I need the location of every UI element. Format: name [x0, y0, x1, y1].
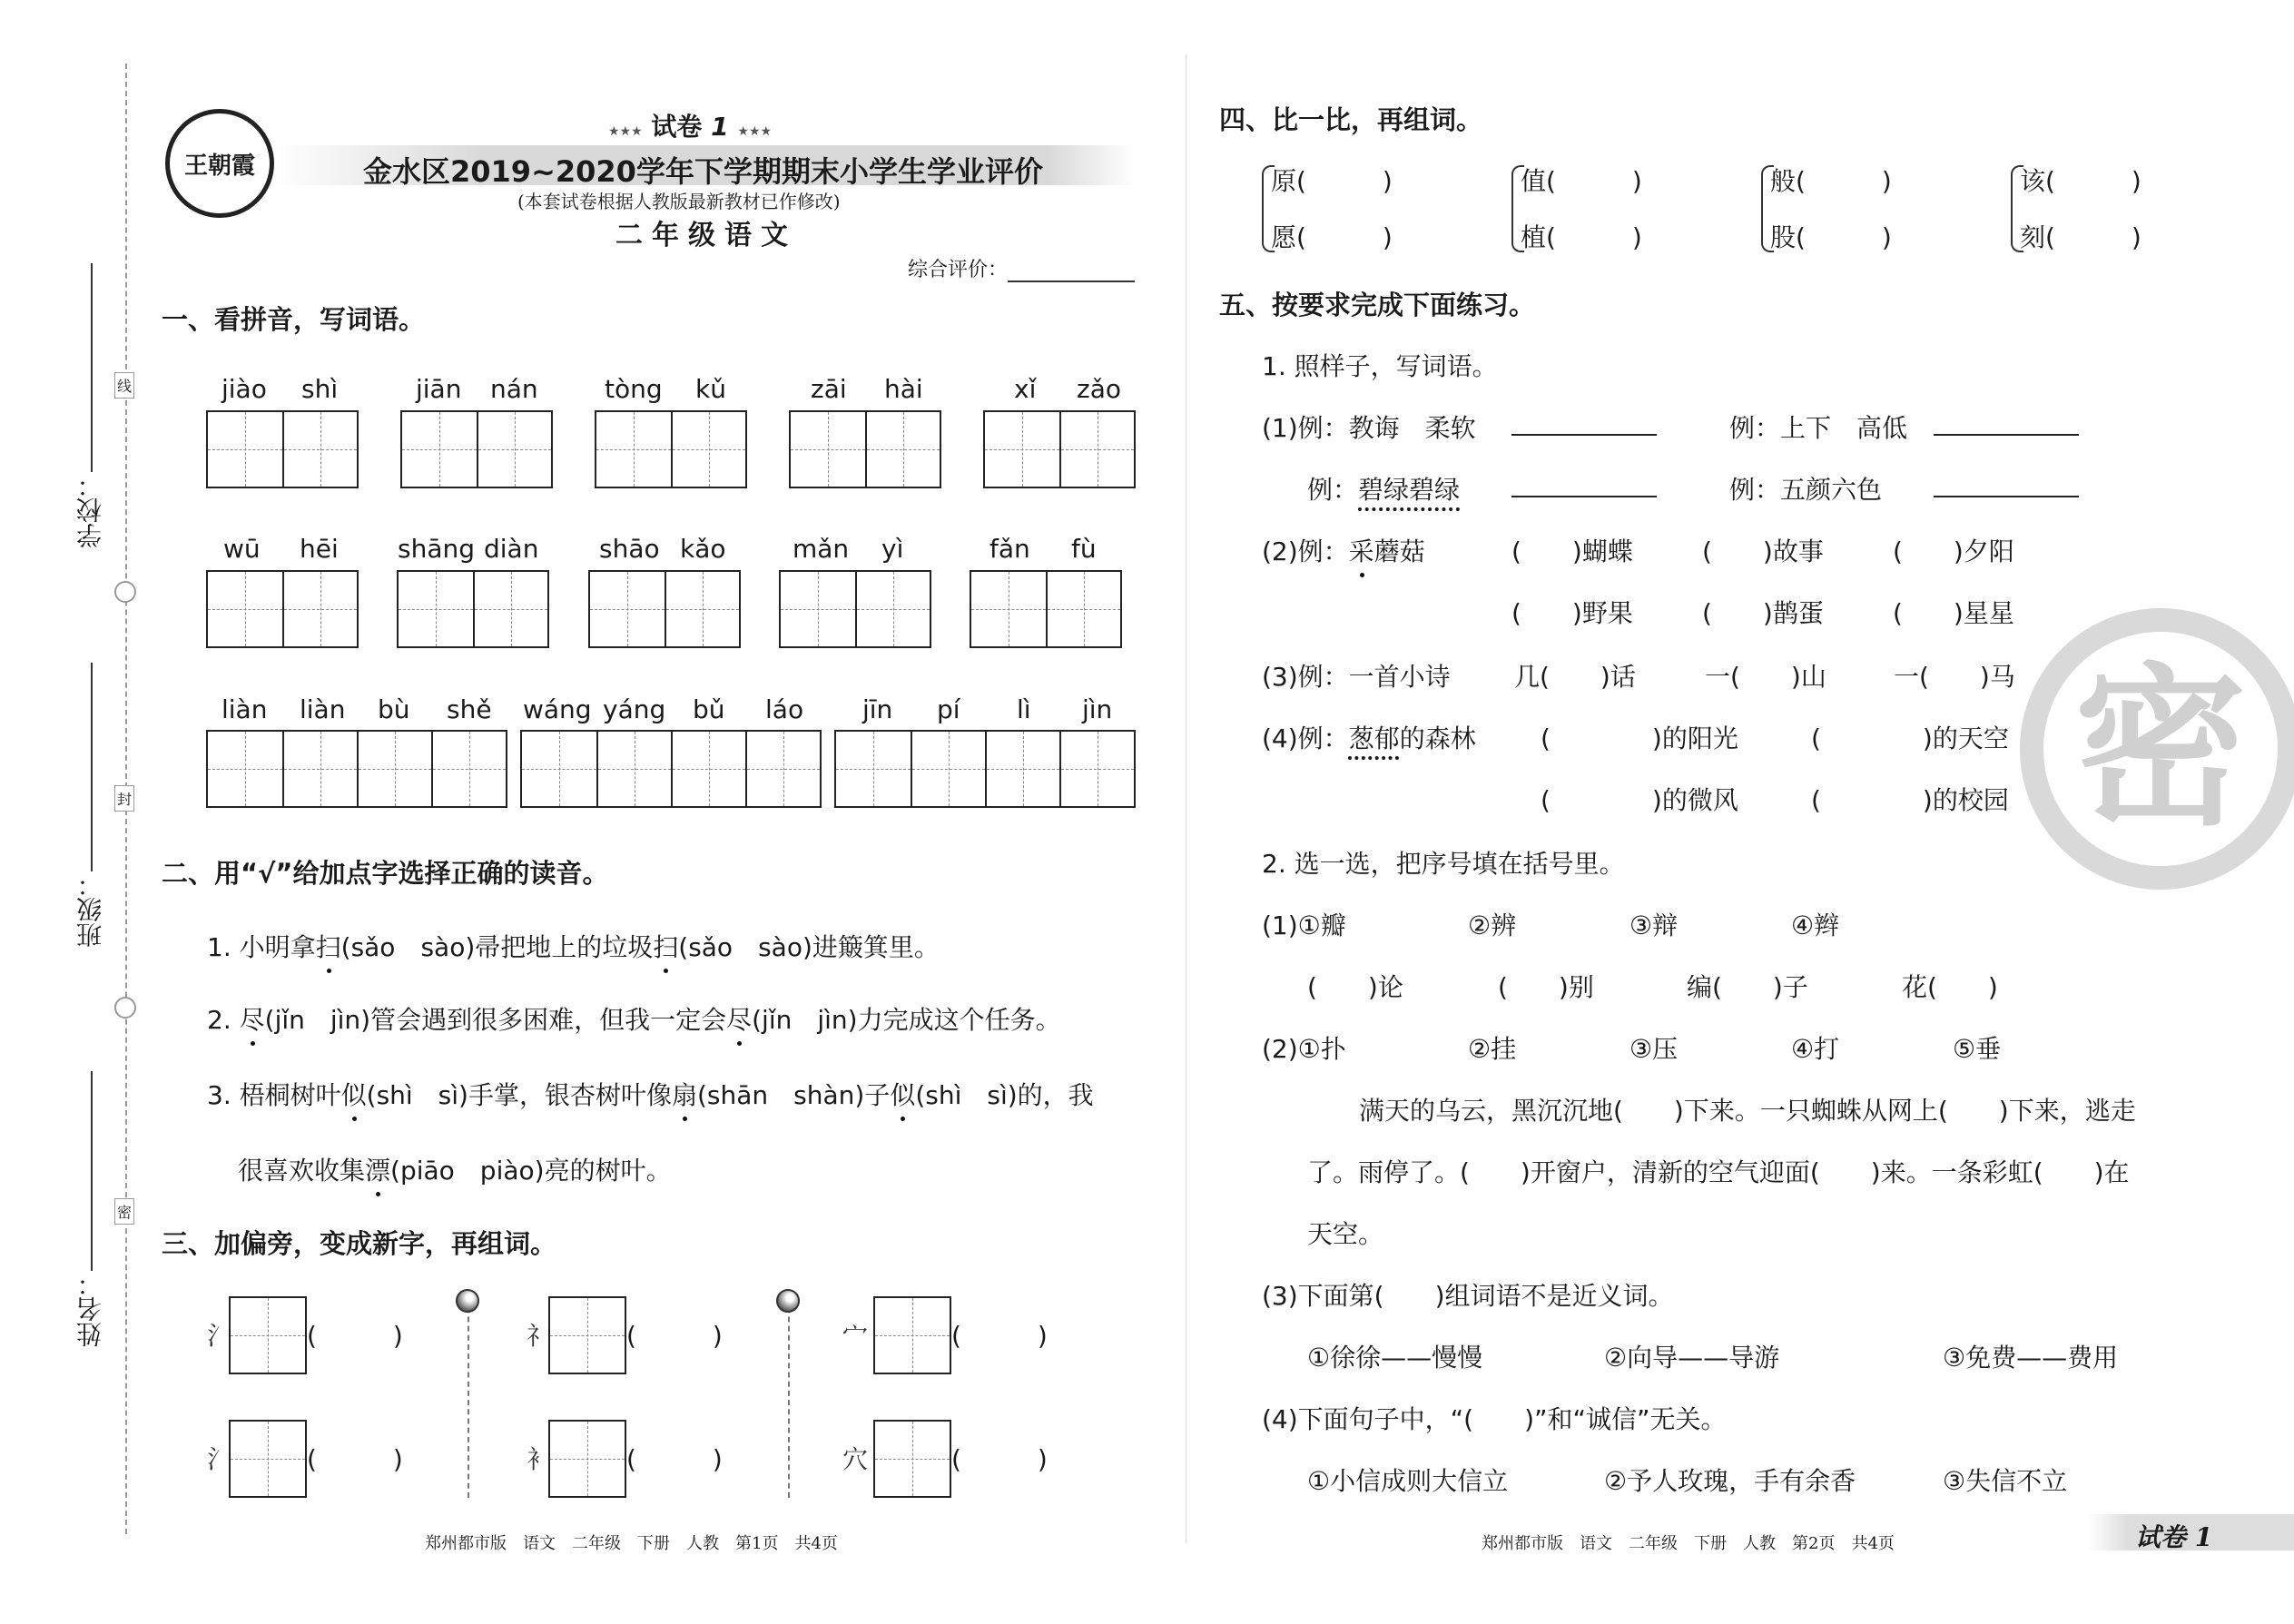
q3-title: 三、加偏旁，变成新字，再组词。	[162, 1228, 557, 1259]
q4-title: 四、比一比，再组词。	[1219, 104, 1483, 135]
choice-option: ②予人玫瑰，手有余香	[1604, 1466, 1856, 1496]
example-1b: 例：上下 高低	[1729, 413, 1908, 443]
pinyin: jiào	[222, 374, 267, 404]
fill-item[interactable]: ( )的微风	[1541, 785, 1738, 815]
pinyin: kǔ	[695, 374, 726, 404]
pinyin: lì	[1017, 694, 1031, 724]
seal-mark-xian: 线	[114, 372, 134, 399]
choice-option: ④辫	[1791, 910, 1840, 940]
subject-title: 二年级语文	[615, 220, 797, 251]
q1-title: 一、看拼音，写词语。	[162, 304, 426, 335]
pinyin: hài	[884, 374, 923, 404]
fill-item[interactable]: ( )别	[1498, 972, 1594, 1002]
pinyin: láo	[765, 694, 804, 724]
pinyin: bǔ	[693, 694, 725, 724]
writing-grid[interactable]	[520, 730, 822, 808]
q5-part1: 1. 照样子，写词语。	[1262, 351, 1498, 381]
choice-option: ③辩	[1629, 910, 1679, 940]
pinyin: pí	[937, 694, 960, 724]
pinyin: shě	[447, 694, 492, 724]
logo-text: 王朝霞	[183, 152, 255, 180]
class-label: 班级：	[75, 871, 105, 948]
pin-icon	[776, 1289, 800, 1313]
writing-grid[interactable]	[206, 410, 359, 488]
fill-item[interactable]: ( )故事	[1702, 536, 1824, 566]
cut-line	[468, 1298, 469, 1498]
pinyin: yáng	[603, 694, 666, 724]
stars-right: ★★★	[737, 124, 773, 139]
pinyin: tòng	[605, 374, 663, 404]
fill-item[interactable]: ( )蝴蝶	[1511, 536, 1633, 566]
fill-item[interactable]: 一( )马	[1894, 662, 2015, 692]
pinyin: zǎo	[1077, 374, 1121, 404]
writing-grid[interactable]	[229, 1420, 307, 1498]
q5-part2: 2. 选一选，把序号填在括号里。	[1262, 849, 1625, 879]
pinyin: kǎo	[680, 534, 726, 564]
example-1c: 例：碧绿碧绿	[1307, 475, 1461, 505]
word-paren[interactable]: ( )	[951, 1444, 1048, 1474]
score-field[interactable]	[1008, 262, 1135, 282]
pinyin: liàn	[222, 694, 268, 724]
writing-grid[interactable]	[400, 410, 553, 488]
exam-note: (本套试卷根据人教版最新教材已作修改)	[517, 191, 841, 212]
compare-word[interactable]: 刻( )	[2020, 222, 2141, 252]
choice-option: (2)①扑	[1262, 1034, 1346, 1064]
fill-item[interactable]: 编( )子	[1687, 972, 1808, 1002]
q2-sentence-3: 3. 梧桐树叶似(shì sì)手掌，银杏树叶像扇(shān shàn)子似(shì sì)的，我	[207, 1076, 1094, 1112]
pinyin: yì	[881, 534, 904, 564]
q2-title: 二、用“√”给加点字选择正确的读音。	[162, 858, 609, 889]
writing-grid[interactable]	[206, 570, 359, 648]
fill-item[interactable]: ( )论	[1307, 972, 1403, 1002]
choice-option: ③失信不立	[1943, 1466, 2068, 1496]
q2-sentence-1: 1. 小明拿扫(sǎo sào)帚把地上的垃圾扫(sǎo sào)进簸箕里。	[207, 928, 940, 964]
pinyin: diàn	[484, 534, 539, 564]
name-label: 姓名：	[75, 1271, 105, 1347]
fill-item[interactable]: ( )星星	[1893, 598, 2014, 628]
writing-grid[interactable]	[206, 730, 507, 808]
secret-seal-watermark: 密	[2020, 608, 2294, 890]
radical: 礻	[527, 1321, 553, 1351]
choice-option: ④打	[1791, 1034, 1840, 1064]
pinyin: nán	[490, 374, 538, 404]
scissors-icon	[114, 581, 136, 603]
pinyin: jìn	[1082, 694, 1113, 724]
example-3: (3)例：一首小诗	[1262, 662, 1451, 692]
question-3: (3)下面第( )组词语不是近义词。	[1262, 1281, 1674, 1311]
writing-grid[interactable]	[595, 410, 747, 488]
compare-word[interactable]: 该( )	[2020, 166, 2141, 196]
writing-grid[interactable]	[779, 570, 931, 648]
answer-line[interactable]	[1934, 434, 2079, 436]
pinyin: shì	[301, 374, 339, 404]
score-label: 综合评价：	[908, 254, 1135, 282]
radical: 氵	[207, 1444, 233, 1474]
pinyin: wū	[223, 534, 261, 564]
pinyin: jiān	[416, 374, 462, 404]
exam-title: 金水区2019~2020学年下学期期末小学生学业评价	[363, 154, 1043, 189]
footer-badge: 试卷 1	[2135, 1522, 2213, 1552]
fill-item[interactable]: ( )夕阳	[1893, 536, 2014, 566]
pinyin: fù	[1071, 534, 1097, 564]
writing-grid[interactable]	[229, 1296, 307, 1374]
radical: 穴	[842, 1444, 869, 1474]
q2-sentence-2: 2. 尽(jǐn jìn)管会遇到很多困难，但我一定会尽(jǐn jìn)力完成这个任务。	[207, 1000, 1061, 1037]
choice-option: ①小信成则大信立	[1307, 1466, 1509, 1496]
answer-line[interactable]	[1511, 496, 1657, 497]
fill-item[interactable]: 花( )	[1902, 972, 1998, 1002]
choice-option: ⑤垂	[1953, 1034, 2002, 1064]
pinyin: liàn	[300, 694, 346, 724]
word-paren[interactable]: ( )	[307, 1321, 403, 1351]
compare-word[interactable]: 植( )	[1521, 222, 1642, 252]
choice-option: ②辨	[1468, 910, 1517, 940]
writing-grid[interactable]	[834, 730, 1136, 808]
compare-word[interactable]: 值( )	[1521, 166, 1642, 196]
writing-grid[interactable]	[397, 570, 549, 648]
cut-line	[788, 1298, 790, 1498]
footer-left: 郑州都市版 语文 二年级 下册 人教 第1页 共4页	[425, 1534, 838, 1553]
pinyin: shāo	[599, 534, 660, 564]
choice-option: ③压	[1629, 1034, 1679, 1064]
compare-word[interactable]: 股( )	[1770, 222, 1892, 252]
word-paren[interactable]: ( )	[307, 1444, 403, 1474]
pinyin: bù	[378, 694, 410, 724]
passage-line: 了。雨停了。( )开窗户，清新的空气迎面( )来。一条彩虹( )在	[1307, 1157, 2130, 1187]
q5-title: 五、按要求完成下面练习。	[1219, 290, 1536, 320]
binding-margin	[0, 0, 154, 1624]
writing-grid[interactable]	[588, 570, 741, 648]
word-paren[interactable]: ( )	[626, 1444, 723, 1474]
choice-option: ①徐徐——慢慢	[1307, 1343, 1483, 1373]
seal-mark-mi: 密	[114, 1198, 134, 1225]
compare-word[interactable]: 般( )	[1770, 166, 1892, 196]
example-4: (4)例：葱郁的森林	[1262, 723, 1476, 753]
fill-item[interactable]: ( )的天空	[1811, 723, 2009, 753]
writing-grid[interactable]	[970, 570, 1122, 648]
example-2: (2)例：采蘑菇	[1262, 532, 1425, 568]
pinyin: jīn	[862, 694, 893, 724]
choice-option: ②挂	[1468, 1034, 1517, 1064]
pinyin: wáng	[523, 694, 592, 724]
question-4: (4)下面句子中，“( )”和“诚信”无关。	[1262, 1404, 1727, 1434]
compare-word[interactable]: 愿( )	[1271, 222, 1393, 252]
word-paren[interactable]: ( )	[951, 1321, 1048, 1351]
answer-line[interactable]	[1511, 434, 1657, 436]
pin-icon	[456, 1289, 479, 1313]
fill-item[interactable]: 一( )山	[1705, 662, 1826, 692]
fill-item[interactable]: ( )的校园	[1811, 785, 2009, 815]
pinyin: hēi	[300, 534, 339, 564]
scissors-icon	[114, 997, 136, 1019]
school-label: 学校：	[75, 472, 105, 548]
logo	[165, 109, 274, 218]
choice-option: ③免费——费用	[1943, 1343, 2119, 1373]
pinyin: mǎn	[793, 534, 850, 564]
seal-mark-feng: 封	[114, 785, 134, 812]
word-paren[interactable]: ( )	[626, 1321, 723, 1351]
exam-badge: ★★★ 试卷 1 ★★★	[608, 112, 773, 142]
writing-grid[interactable]	[983, 410, 1136, 488]
choice-option: ②向导——导游	[1604, 1343, 1780, 1373]
radical: 宀	[842, 1321, 869, 1351]
writing-grid[interactable]	[873, 1420, 951, 1498]
example-1a: (1)例：教诲 柔软	[1262, 413, 1476, 443]
fill-item[interactable]: ( )的阳光	[1541, 723, 1738, 753]
fill-item[interactable]: ( )鹊蛋	[1702, 598, 1824, 628]
passage-line: 天空。	[1307, 1219, 1384, 1249]
stars-left: ★★★	[608, 124, 643, 139]
writing-grid[interactable]	[548, 1420, 626, 1498]
writing-grid[interactable]	[789, 410, 941, 488]
pinyin: fǎn	[989, 534, 1030, 564]
fill-item[interactable]: ( )野果	[1511, 598, 1633, 628]
example-1d: 例：五颜六色	[1729, 475, 1883, 505]
choice-option: (1)①瓣	[1262, 910, 1346, 940]
pinyin: shāng	[398, 534, 476, 564]
radical: 衤	[527, 1444, 553, 1474]
writing-grid[interactable]	[548, 1296, 626, 1374]
fill-item[interactable]: 几( )话	[1514, 662, 1636, 692]
radical: 氵	[207, 1321, 233, 1351]
writing-grid[interactable]	[873, 1296, 951, 1374]
pinyin: xǐ	[1014, 374, 1037, 404]
passage-line: 满天的乌云，黑沉沉地( )下来。一只蜘蛛从网上( )下来，逃走	[1359, 1096, 2136, 1126]
q2-sentence-3b: 很喜欢收集漂(piāo piào)亮的树叶。	[238, 1151, 672, 1187]
footer-right: 郑州都市版 语文 二年级 下册 人教 第2页 共4页	[1482, 1534, 1895, 1553]
compare-word[interactable]: 原( )	[1271, 166, 1393, 196]
pinyin: zāi	[811, 374, 847, 404]
answer-line[interactable]	[1934, 496, 2079, 497]
